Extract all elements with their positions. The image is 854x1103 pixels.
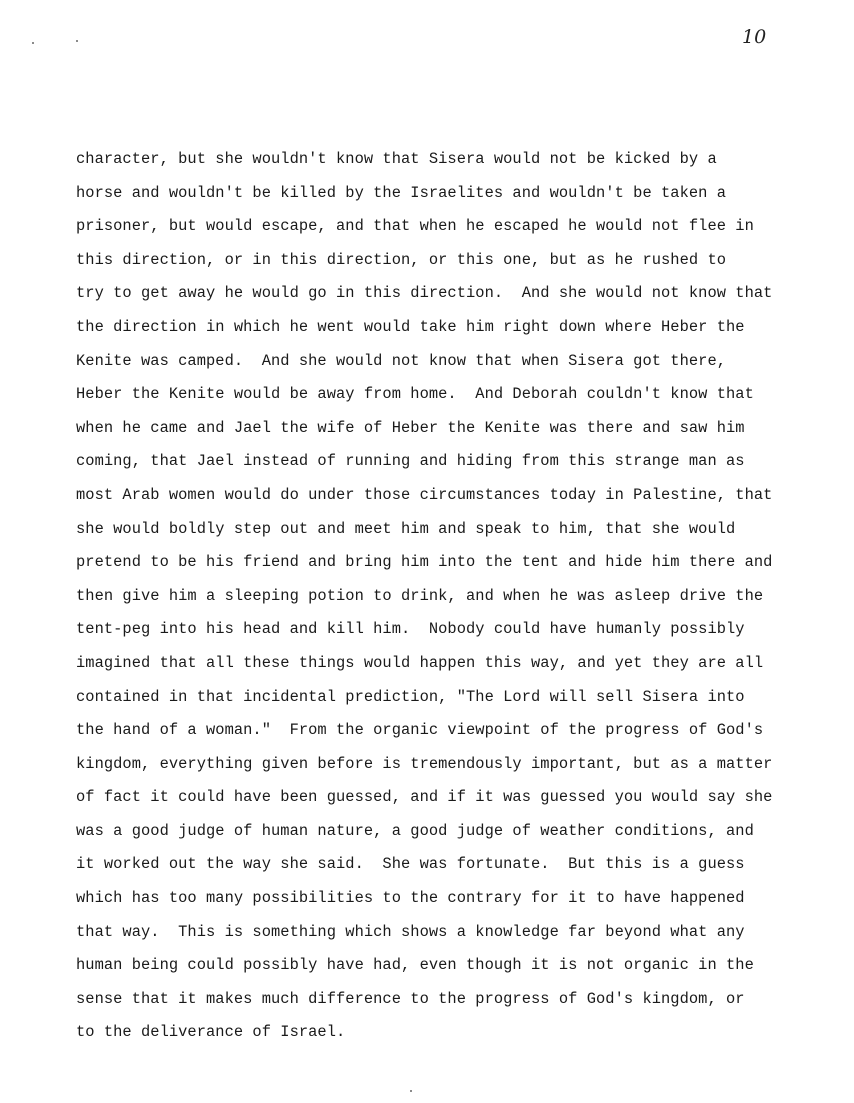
text-line: the direction in which he went would take him right down where Heber the (76, 317, 745, 336)
text-line: contained in that incidental prediction, "The Lord will sell Sisera into (76, 687, 745, 706)
text-line: then give him a sleeping potion to drink, and when he was asleep drive the (76, 586, 764, 605)
text-line: most Arab women would do under those circumstances today in Palestine, that (76, 485, 773, 504)
text-line: she would boldly step out and meet him and speak to him, that she would (76, 519, 736, 538)
scan-speck (410, 1090, 412, 1092)
text-line: try to get away he would go in this direction. And she would not know that (76, 284, 773, 303)
text-line: Kenite was camped. And she would not know that when Sisera got there, (76, 351, 727, 370)
text-line: coming, that Jael instead of running and hiding from this strange man as (76, 452, 745, 471)
body-paragraph (76, 148, 846, 1055)
text-line: sense that it makes much difference to the progress of God's kingdom, or (76, 989, 745, 1008)
text-line: horse and wouldn't be killed by the Israelites and wouldn't be taken a (76, 183, 727, 202)
text-line: which has too many possibilities to the contrary for it to have happened (76, 889, 745, 908)
text-line: character, but she wouldn't know that Sisera would not be kicked by a (76, 150, 717, 168)
text-line: it worked out the way she said. She was fortunate. But this is a guess (76, 855, 745, 874)
text-line: to the deliverance of Israel. (76, 1023, 346, 1042)
text-line: when he came and Jael the wife of Heber the Kenite was there and saw him (76, 418, 745, 437)
text-line: human being could possibly have had, even though it is not organic in the (76, 956, 754, 975)
scan-speck (32, 42, 34, 44)
text-line: imagined that all these things would happen this way, and yet they are all (76, 653, 764, 672)
text-line: pretend to be his friend and bring him into the tent and hide him there and (76, 553, 773, 572)
text-line: kingdom, everything given before is tremendously important, but as a matter (76, 754, 773, 773)
text-line: tent-peg into his head and kill him. Nobody could have humanly possibly (76, 620, 745, 639)
text-line: prisoner, but would escape, and that when he escaped he would not flee in (76, 217, 754, 236)
page-number: 10 (742, 26, 767, 48)
text-line: was a good judge of human nature, a good judge of weather conditions, and (76, 821, 754, 840)
text-line: this direction, or in this direction, or this one, but as he rushed to (76, 250, 727, 269)
text-line: that way. This is something which shows a knowledge far beyond what any (76, 922, 745, 941)
text-line: the hand of a woman." From the organic viewpoint of the progress of God's (76, 721, 764, 740)
text-line: of fact it could have been guessed, and if it was guessed you would say she (76, 788, 773, 807)
scan-speck (76, 40, 78, 42)
text-line: Heber the Kenite would be away from home. And Deborah couldn't know that (76, 385, 754, 404)
